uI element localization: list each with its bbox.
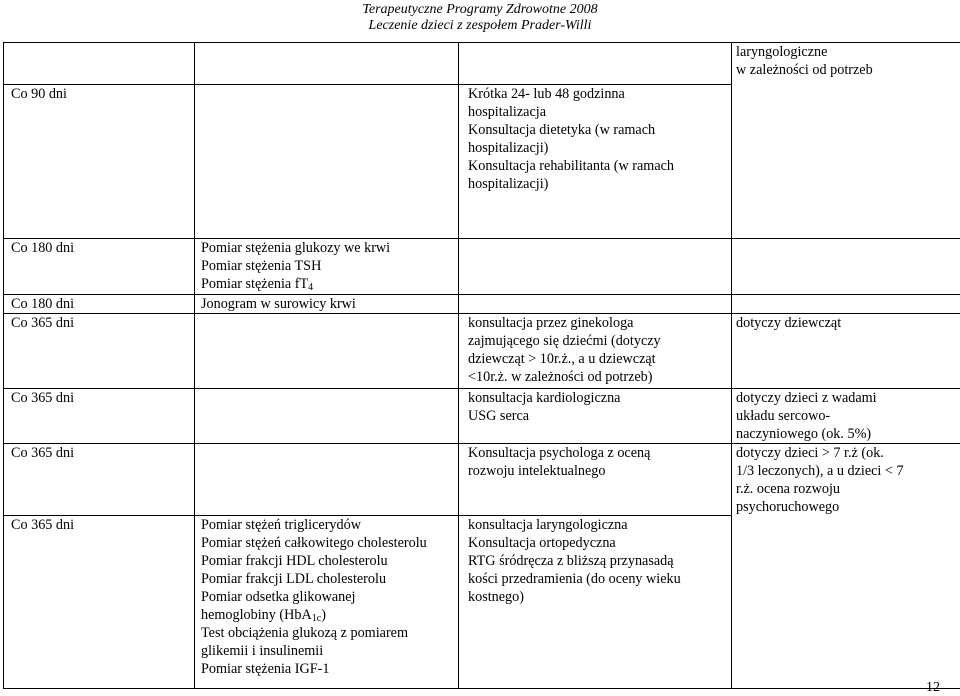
consults-cell	[459, 295, 732, 314]
test-line-hba1c: hemoglobiny (HbA$_{1c}$)	[201, 607, 326, 624]
note-line: dotyczy dzieci > 7 r.ż (ok.	[736, 445, 884, 461]
tests-cell	[195, 85, 459, 239]
note-line: r.ż. ocena rozwoju	[736, 481, 840, 497]
test-line: Pomiar stężenia IGF-1	[201, 661, 330, 677]
page-number: 12	[926, 680, 940, 695]
header-program-title: Terapeutyczne Programy Zdrowotne 2008	[362, 2, 598, 17]
consults-cell	[459, 239, 732, 295]
note-line: naczyniowego (ok. 5%)	[736, 426, 872, 442]
consult-line: USG serca	[468, 408, 530, 424]
interval-label: Co 365 dni	[11, 445, 75, 461]
interval-label: Co 180 dni	[11, 240, 75, 256]
consult-line: Konsultacja dietetyka (w ramach	[468, 122, 656, 138]
table-row	[4, 43, 960, 85]
consult-line: konsultacja laryngologiczna	[468, 517, 628, 533]
consult-line: Krótka 24- lub 48 godzinna	[468, 86, 625, 102]
tests-cell	[195, 314, 459, 389]
interval-label: Co 365 dni	[11, 315, 75, 331]
consult-line: RTG śródręcza z bliższą przynasadą	[468, 553, 674, 569]
interval-cell	[4, 389, 195, 444]
interval-label: Co 180 dni	[11, 296, 75, 312]
consult-line: <10r.ż. w zależności od potrzeb)	[468, 369, 653, 385]
consults-cell	[459, 314, 732, 389]
test-line: Jonogram w surowicy krwi	[201, 296, 356, 312]
table-row	[4, 314, 960, 389]
notes-cell	[732, 239, 960, 295]
consult-line: zajmującego się dziećmi (dotyczy	[468, 333, 661, 349]
interval-cell	[4, 444, 195, 516]
consults-cell	[459, 389, 732, 444]
table-row	[4, 444, 960, 516]
note-line: w zależności od potrzeb	[736, 62, 873, 78]
tests-cell	[195, 444, 459, 516]
test-line: Pomiar stężeń triglicerydów	[201, 517, 361, 533]
note-line: układu sercowo-	[736, 408, 831, 424]
consult-line: hospitalizacja	[468, 104, 546, 120]
test-line: glikemii i insulinemii	[201, 643, 324, 659]
consult-line: konsultacja kardiologiczna	[468, 390, 621, 406]
consult-line: Konsultacja ortopedyczna	[468, 535, 616, 551]
consult-line: hospitalizacji)	[468, 140, 549, 156]
consult-line: dziewcząt > 10r.ż., a u dziewcząt	[468, 351, 656, 367]
tests-cell	[195, 239, 459, 295]
notes-cell	[732, 295, 960, 314]
running-header	[0, 2, 960, 34]
interval-cell	[4, 295, 195, 314]
consult-line: rozwoju intelektualnego	[468, 463, 606, 479]
header-document-title: Leczenie dzieci z zespołem Prader-Willi	[368, 18, 592, 33]
tests-cell	[195, 516, 459, 689]
test-line: Pomiar stężenia TSH	[201, 258, 322, 274]
consult-line: konsultacja przez ginekologa	[468, 315, 634, 331]
consults-cell	[459, 85, 732, 239]
consult-line: Konsultacja rehabilitanta (w ramach	[468, 158, 675, 174]
test-line-ft4: Pomiar stężenia $fT_4$	[201, 276, 314, 293]
interval-cell	[4, 43, 195, 85]
note-line: psychoruchowego	[736, 499, 840, 515]
notes-cell	[732, 444, 960, 689]
interval-cell	[4, 85, 195, 239]
consults-cell	[459, 444, 732, 516]
consults-cell	[459, 43, 732, 85]
tests-cell	[195, 43, 459, 85]
consult-line: hospitalizacji)	[468, 176, 549, 192]
note-line: dotyczy dziewcząt	[736, 315, 842, 331]
consult-line: Konsultacja psychologa z oceną	[468, 445, 651, 461]
table-row	[4, 239, 960, 295]
tests-cell	[195, 389, 459, 444]
test-line: Pomiar frakcji LDL cholesterolu	[201, 571, 387, 587]
test-line: Pomiar stężenia glukozy we krwi	[201, 240, 391, 256]
notes-cell	[732, 389, 960, 444]
notes-cell	[732, 314, 960, 389]
interval-label: Co 365 dni	[11, 390, 75, 406]
consult-line: kości przedramienia (do oceny wieku	[468, 571, 681, 587]
interval-cell	[4, 516, 195, 689]
consult-line: kostnego)	[468, 589, 524, 605]
interval-label: Co 365 dni	[11, 517, 75, 533]
schedule-table	[3, 42, 960, 689]
test-line: Test obciążenia glukozą z pomiarem	[201, 625, 408, 641]
table-row	[4, 389, 960, 444]
interval-label: Co 90 dni	[11, 86, 67, 102]
note-line: 1/3 leczonych), a u dzieci < 7	[736, 463, 904, 479]
note-line: dotyczy dzieci z wadami	[736, 390, 877, 406]
test-line: Pomiar stężeń całkowitego cholesterolu	[201, 535, 427, 551]
test-line: Pomiar frakcji HDL cholesterolu	[201, 553, 388, 569]
tests-cell	[195, 295, 459, 314]
note-line: laryngologiczne	[736, 44, 828, 60]
notes-cell	[732, 43, 960, 239]
consults-cell	[459, 516, 732, 689]
interval-cell	[4, 314, 195, 389]
interval-cell	[4, 239, 195, 295]
test-line: Pomiar odsetka glikowanej	[201, 589, 356, 605]
table-row	[4, 295, 960, 314]
